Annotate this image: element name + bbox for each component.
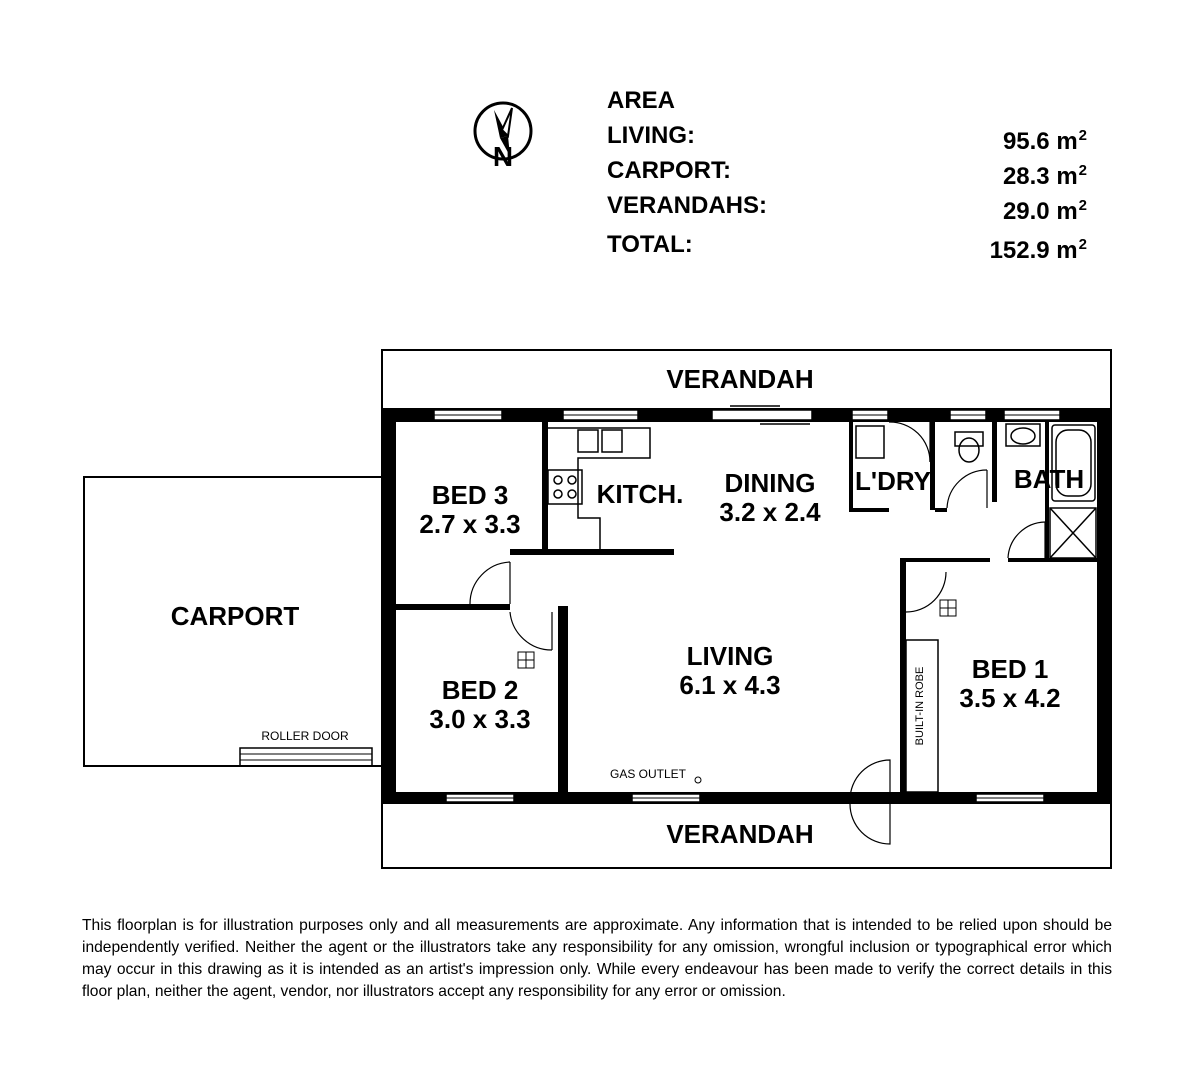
laundry-label: L'DRY bbox=[855, 466, 931, 496]
verandah-bottom-label: VERANDAH bbox=[666, 819, 814, 849]
area-label: LIVING: bbox=[607, 122, 695, 149]
bed3-label: BED 3 2.7 x 3.3 bbox=[419, 480, 521, 540]
area-label: CARPORT: bbox=[607, 157, 731, 184]
living-label: LIVING 6.1 x 4.3 bbox=[679, 641, 781, 701]
carport-label: CARPORT bbox=[170, 601, 300, 631]
roller-door-label: ROLLER DOOR bbox=[261, 729, 349, 743]
kitchen-label: KITCH. bbox=[596, 479, 684, 509]
compass-north-label: N bbox=[492, 141, 514, 172]
dining-label: DINING 3.2 x 2.4 bbox=[719, 468, 821, 528]
area-title: AREA bbox=[607, 87, 676, 114]
bed2-label: BED 2 3.0 x 3.3 bbox=[429, 675, 531, 735]
built-in-robe-label: BUILT-IN ROBE bbox=[914, 666, 926, 746]
gas-outlet-icon bbox=[695, 777, 701, 783]
bath-label: BATH bbox=[1013, 464, 1085, 494]
roller-door bbox=[240, 748, 372, 766]
gas-outlet-label: GAS OUTLET bbox=[610, 767, 687, 781]
disclaimer-text: This floorplan is for illustration purposes only and all measurements are approximate. Any information that is intended to be relied upon should be independently verified. Neither the agent or the illustrators take any responsibility for any omission, wrongful inclusion or typographical error which may occur in this drawing as it is intended as an artist's impression only. While every endeavour has been made to verify the correct details in this floor plan, neither the agent, vendor, nor illustrators accept any responsibility for any error or omission. bbox=[82, 917, 1112, 1000]
area-value: 152.9 $m^2$ bbox=[989, 236, 1087, 264]
area-value: 28.3 $m^2$ bbox=[1002, 162, 1087, 190]
area-value: 29.0 $m^2$ bbox=[1002, 197, 1087, 225]
area-value: 95.6 $m^2$ bbox=[1002, 127, 1087, 155]
area-label: VERANDAHS: bbox=[607, 192, 768, 219]
verandah-top-label: VERANDAH bbox=[666, 364, 814, 394]
area-label: TOTAL: bbox=[607, 231, 693, 258]
bed1-label: BED 1 3.5 x 4.2 bbox=[959, 654, 1061, 714]
